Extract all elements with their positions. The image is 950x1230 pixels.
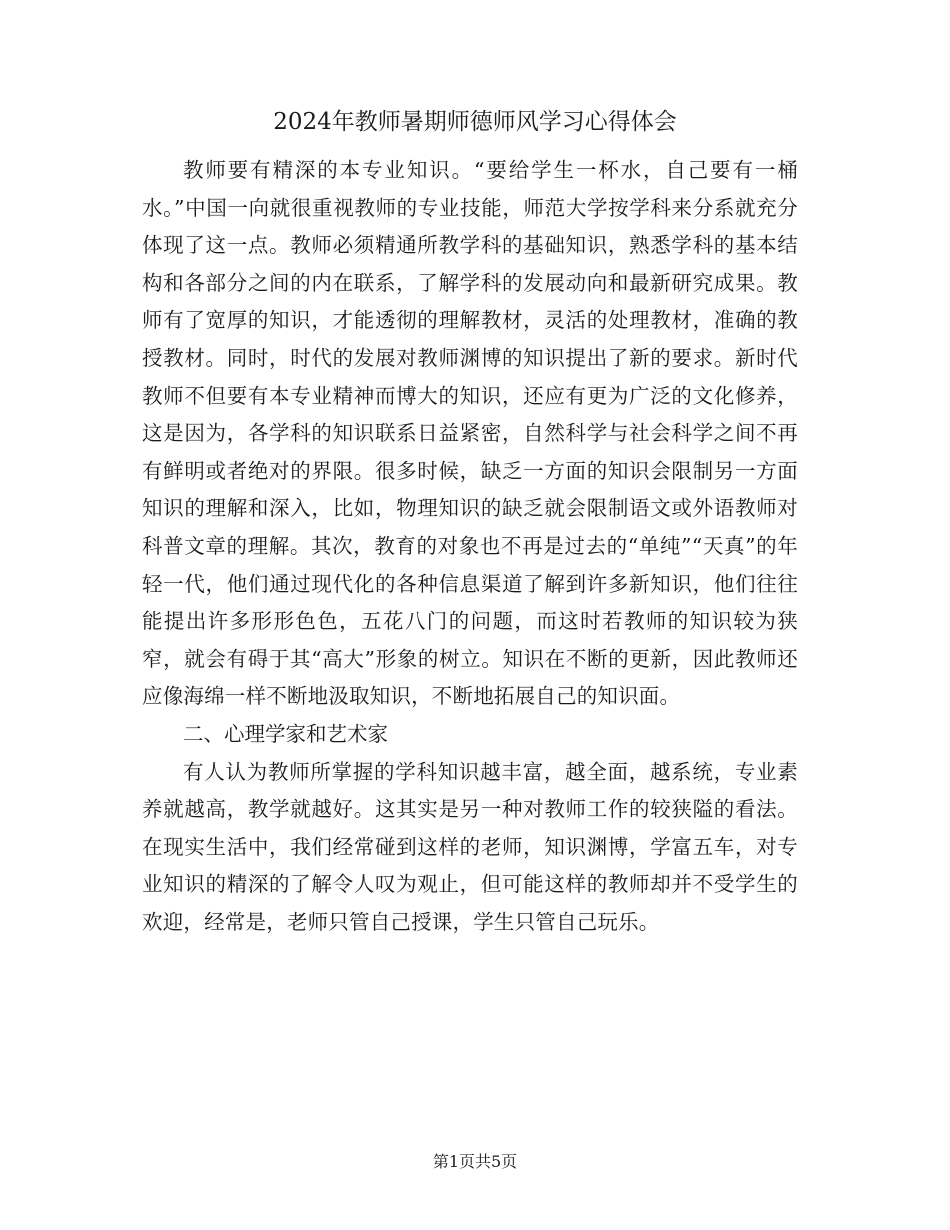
page-number: 第1页共5页 [432, 1152, 518, 1171]
paragraph-knowledge: 教师要有精深的本专业知识。“要给学生一杯水，自己要有一桶水。”中国一向就很重视教师的专业技能，师范大学按学科来分系就充分体现了这一点。教师必须精通所教学科的基础知识，熟悉学科的基本结构和各部分之间的内在联系，了解学科的发展动向和最新研究成果。教师有了宽厚的知识，才能透彻的理解教材，灵活的处理教材，准确的教授教材。同时，时代的发展对教师渊博的知识提出了新的要求。新时代教师不但要有本专业精神而博大的知识，还应有更为广泛的文化修养，这是因为，各学科的知识联系日益紧密，自然科学与社会科学之间不再有鲜明或者绝对的界限。很多时候，缺乏一方面的知识会限制另一方面知识的理解和深入，比如，物理知识的缺乏就会限制语文或外语教师对科普文章的理解。其次，教育的对象也不再是过去的“单纯”“天真”的年轻一代，他们通过现代化的各种信息渠道了解到许多新知识，他们往往能提出许多形形色色，五花八门的问题，而这时若教师的知识较为狭窄，就会有碍于其“高大”形象的树立。知识在不断的更新，因此教师还应像海绵一样不断地汲取知识，不断地拓展自己的知识面。 [142, 158, 798, 709]
document-body [142, 152, 798, 941]
section-heading: 二、心理学家和艺术家 [183, 721, 388, 746]
paragraph-psychology: 有人认为教师所掌握的学科知识越丰富，越全面，越系统，专业素养就越高，教学就越好。这其实是另一种对教师工作的较狭隘的看法。在现实生活中，我们经常碰到这样的老师，知识渊博，学富五车，对专业知识的精深的了解令人叹为观止，但可能这样的教师却并不受学生的欢迎，经常是，老师只管自己授课，学生只管自己玩乐。 [142, 759, 798, 934]
page-title: 2024年教师暑期师德师风学习心得体会 [273, 109, 677, 135]
